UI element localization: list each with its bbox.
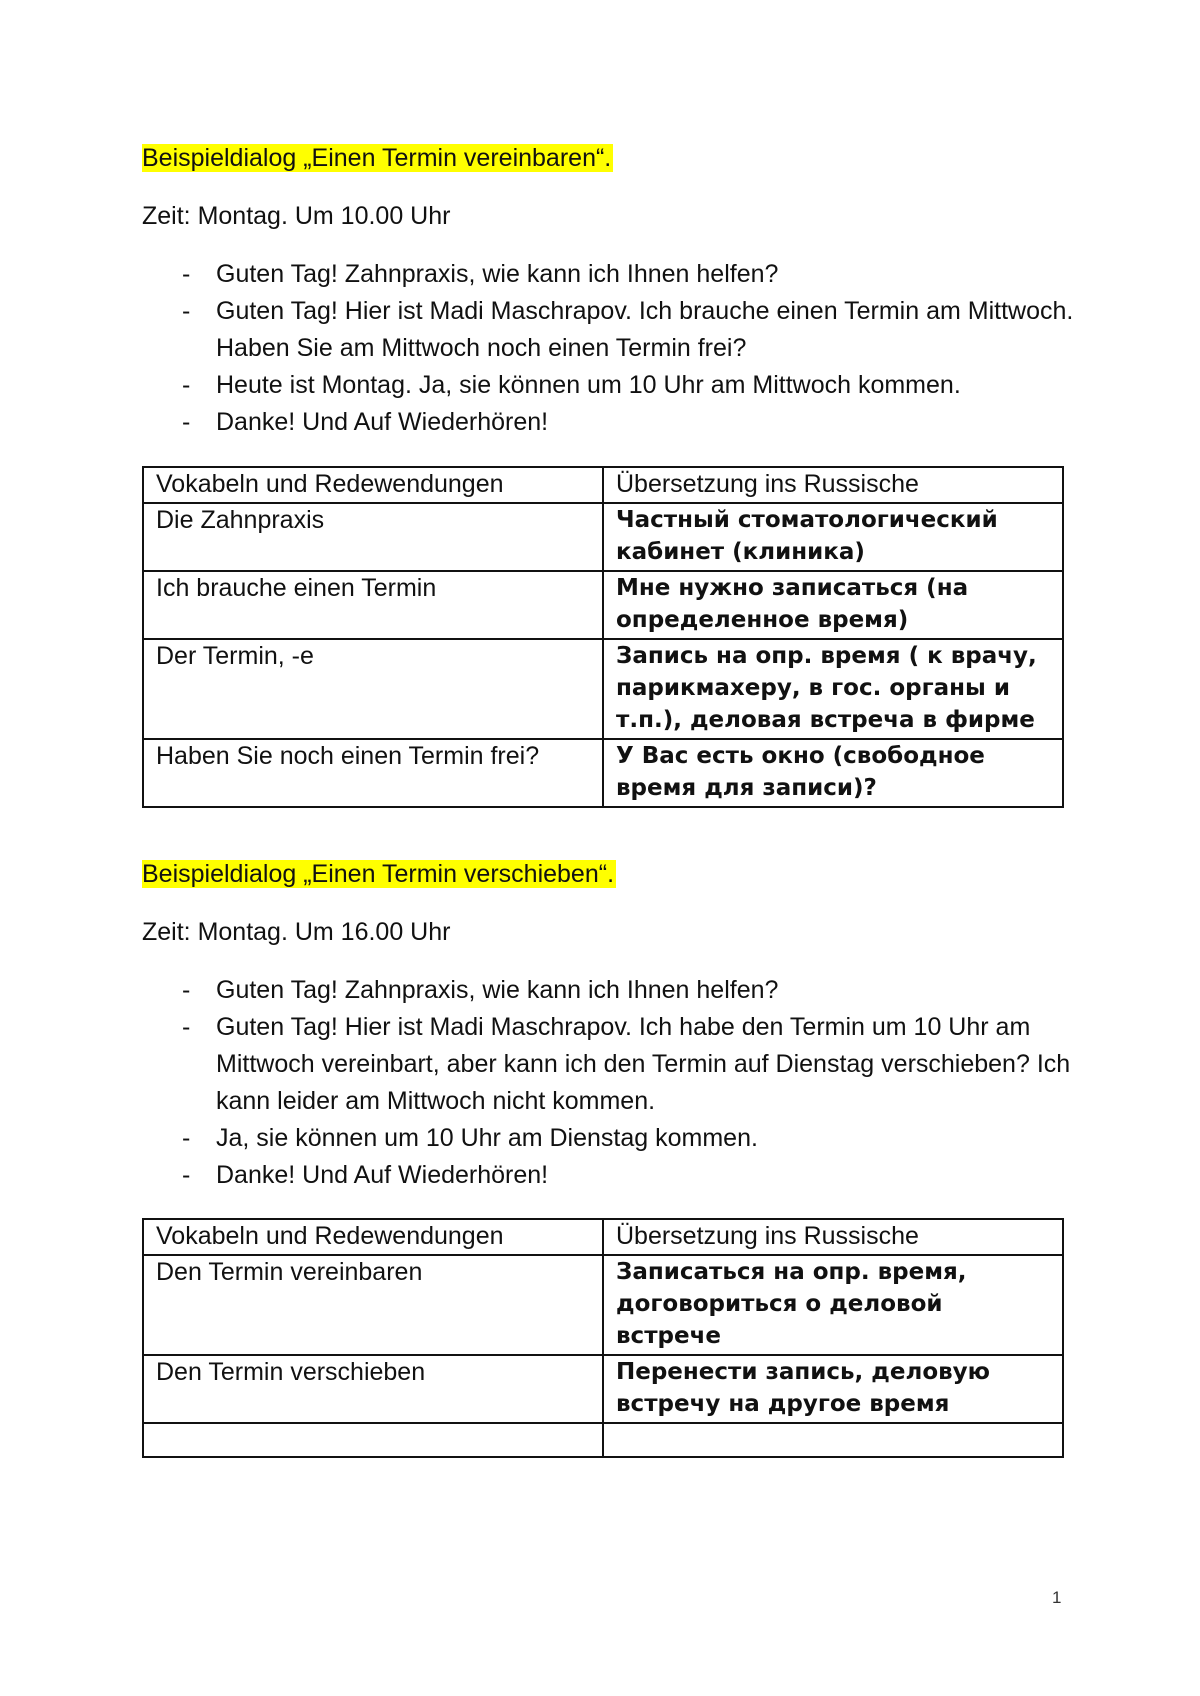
dialog-line xyxy=(142,404,1082,441)
table-cell-ru: Мне нужно записаться (на определенное время) xyxy=(603,571,1063,639)
dash-bullet: - xyxy=(182,408,191,436)
dialog-text: Guten Tag! Hier ist Madi Maschrapov. Ich habe den Termin um 10 Uhr am Mittwoch vereinbart, aber kann ich den Termin auf Dienstag verschieben? Ich kann leider am Mittwoch nicht kommen. xyxy=(216,1013,1071,1115)
dash-bullet: - xyxy=(182,1124,191,1152)
dialog-text: Guten Tag! Zahnpraxis, wie kann ich Ihnen helfen? xyxy=(216,976,779,1004)
dash-bullet: - xyxy=(182,297,191,325)
table-cell-ru: Частный стоматологический кабинет (клиника) xyxy=(603,503,1063,571)
table-cell-de: Haben Sie noch einen Termin frei? xyxy=(143,739,603,807)
dialog-text: Danke! Und Auf Wiederhören! xyxy=(216,408,549,436)
dash-bullet: - xyxy=(182,260,191,288)
table-row xyxy=(143,639,1063,739)
dialog-text: Guten Tag! Zahnpraxis, wie kann ich Ihnen helfen? xyxy=(216,260,779,288)
table-row xyxy=(143,1255,1063,1355)
table-cell-de: Ich brauche einen Termin xyxy=(143,571,603,639)
table-cell-ru: Записаться на опр. время, договориться о деловой встрече xyxy=(603,1255,1063,1355)
section1-heading-text: Beispieldialog „Einen Termin vereinbaren“. xyxy=(142,144,612,172)
section2-heading-text: Beispieldialog „Einen Termin verschieben“. xyxy=(142,860,615,888)
table-row xyxy=(143,503,1063,571)
table-row xyxy=(143,739,1063,807)
dialog-line xyxy=(142,256,1082,293)
table-cell-de: Den Termin verschieben xyxy=(143,1355,603,1423)
dialog-text: Danke! Und Auf Wiederhören! xyxy=(216,1161,549,1189)
section2-dialog xyxy=(142,972,1082,1194)
section1-heading xyxy=(142,142,613,174)
table-cell-de: Den Termin vereinbaren xyxy=(143,1255,603,1355)
dialog-line xyxy=(142,972,1082,1009)
dash-bullet: - xyxy=(182,371,191,399)
table-cell-de xyxy=(143,1423,603,1457)
table-cell-de: Der Termin, -e xyxy=(143,639,603,739)
table-header-row xyxy=(143,467,1063,503)
table-header-cell: Vokabeln und Redewendungen xyxy=(143,1219,603,1255)
dialog-line xyxy=(142,293,1082,367)
section1-dialog xyxy=(142,256,1082,441)
dash-bullet: - xyxy=(182,1161,191,1189)
page-number: 1 xyxy=(1052,1588,1062,1607)
table-cell-ru: Перенести запись, деловую встречу на другое время xyxy=(603,1355,1063,1423)
table-cell-ru xyxy=(603,1423,1063,1457)
table-header-cell: Übersetzung ins Russische xyxy=(603,467,1063,503)
dialog-line xyxy=(142,1120,1082,1157)
table-cell-ru: У Вас есть окно (свободное время для записи)? xyxy=(603,739,1063,807)
section2-heading xyxy=(142,858,616,890)
table-header-row xyxy=(143,1219,1063,1255)
dash-bullet: - xyxy=(182,1013,191,1041)
dialog-line xyxy=(142,367,1082,404)
dash-bullet: - xyxy=(182,976,191,1004)
table-header-cell: Vokabeln und Redewendungen xyxy=(143,467,603,503)
dialog-text: Ja, sie können um 10 Uhr am Dienstag kommen. xyxy=(216,1124,758,1152)
table-row xyxy=(143,571,1063,639)
section1-vocab-table xyxy=(142,466,1064,808)
section2-zeit: Zeit: Montag. Um 16.00 Uhr xyxy=(142,918,451,946)
section1-zeit: Zeit: Montag. Um 10.00 Uhr xyxy=(142,202,451,230)
dialog-text: Heute ist Montag. Ja, sie können um 10 Uhr am Mittwoch kommen. xyxy=(216,371,961,399)
table-cell-de: Die Zahnpraxis xyxy=(143,503,603,571)
table-row xyxy=(143,1355,1063,1423)
dialog-line xyxy=(142,1009,1082,1120)
dialog-text: Guten Tag! Hier ist Madi Maschrapov. Ich brauche einen Termin am Mittwoch. Haben Sie am Mittwoch noch einen Termin frei? xyxy=(216,297,1074,362)
section2-vocab-table xyxy=(142,1218,1064,1458)
table-header-cell: Übersetzung ins Russische xyxy=(603,1219,1063,1255)
dialog-line xyxy=(142,1157,1082,1194)
table-cell-ru: Запись на опр. время ( к врачу, парикмахеру, в гос. органы и т.п.), деловая встреча в фирме xyxy=(603,639,1063,739)
table-row-empty xyxy=(143,1423,1063,1457)
